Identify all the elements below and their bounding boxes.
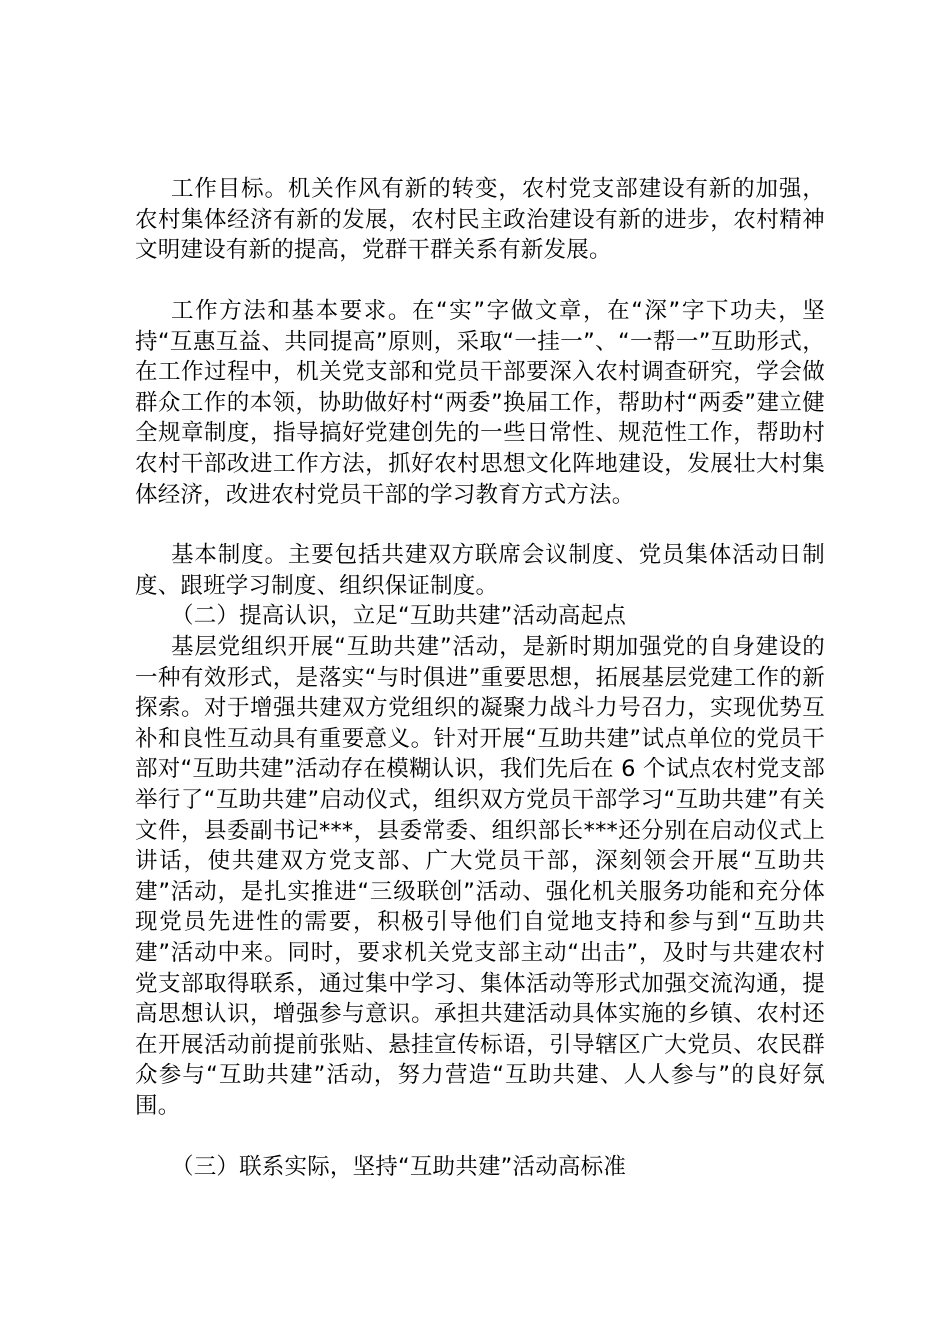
paragraph-raise-awareness: 基层党组织开展“互助共建”活动，是新时期加强党的自身建设的一种有效形式，是落实“与时俱进”重要思想，拓展基层党建工作的新探索。对于增强共建双方党组织的凝聚力战斗力号召力，实现优势互补和良性互动具有重要意义。针对开展“互助共建”试点单位的党员干部对“互助共建”活动存在模糊认识，我们先后在 6 个试点农村党支部举行了“互助共建”启动仪式，组织双方党员干部学习“互助共建”有关文件，县委副书记***，县委常委、组织部长***还分别在启动仪式上讲话，使共建双方党支部、广大党员干部，深刻领会开展“互助共建”活动，是扎实推进“三级联创”活动、强化机关服务功能和充分体现党员先进性的需要，积极引导他们自觉地支持和参与到“互助共建”活动中来。同时，要求机关党支部主动“出击”，及时与共建农村党支部取得联系，通过集中学习、集体活动等形式加强交流沟通，提高思想认识，增强参与意识。承担共建活动具体实施的乡镇、农村还在开展活动前提前张贴、悬挂宣传标语，引导辖区广大党员、农民群众参与“互助共建”活动，努力营造“互助共建、人人参与”的良好氛围。 [135, 634, 825, 1119]
section-heading-2: （二）提高认识，立足“互助共建”活动高起点 [171, 603, 627, 629]
paragraph-work-methods: 工作方法和基本要求。在“实”字做文章，在“深”字下功夫，坚持“互惠互益、共同提高”原则，采取“一挂一”、“一帮一”互助形式，在工作过程中，机关党支部和党员干部要深入农村调查研究，学会做群众工作的本领，协助做好村“两委”换届工作，帮助村“两委”建立健全规章制度，指导搞好党建创先的一些日常性、规范性工作，帮助村农村干部改进工作方法，抓好农村思想文化阵地建设，发展壮大村集体经济，改进农村党员干部的学习教育方式方法。 [135, 298, 825, 508]
paragraph-work-goals: 工作目标。机关作风有新的转变，农村党支部建设有新的加强，农村集体经济有新的发展，农村民主政治建设有新的进步，农村精神文明建设有新的提高，党群干群关系有新发展。 [135, 176, 825, 264]
section-heading-3: （三）联系实际，坚持“互助共建”活动高标准 [171, 1154, 627, 1180]
paragraph-basic-system: 基本制度。主要包括共建双方联席会议制度、党员集体活动日制度、跟班学习制度、组织保证制度。 [135, 542, 825, 599]
